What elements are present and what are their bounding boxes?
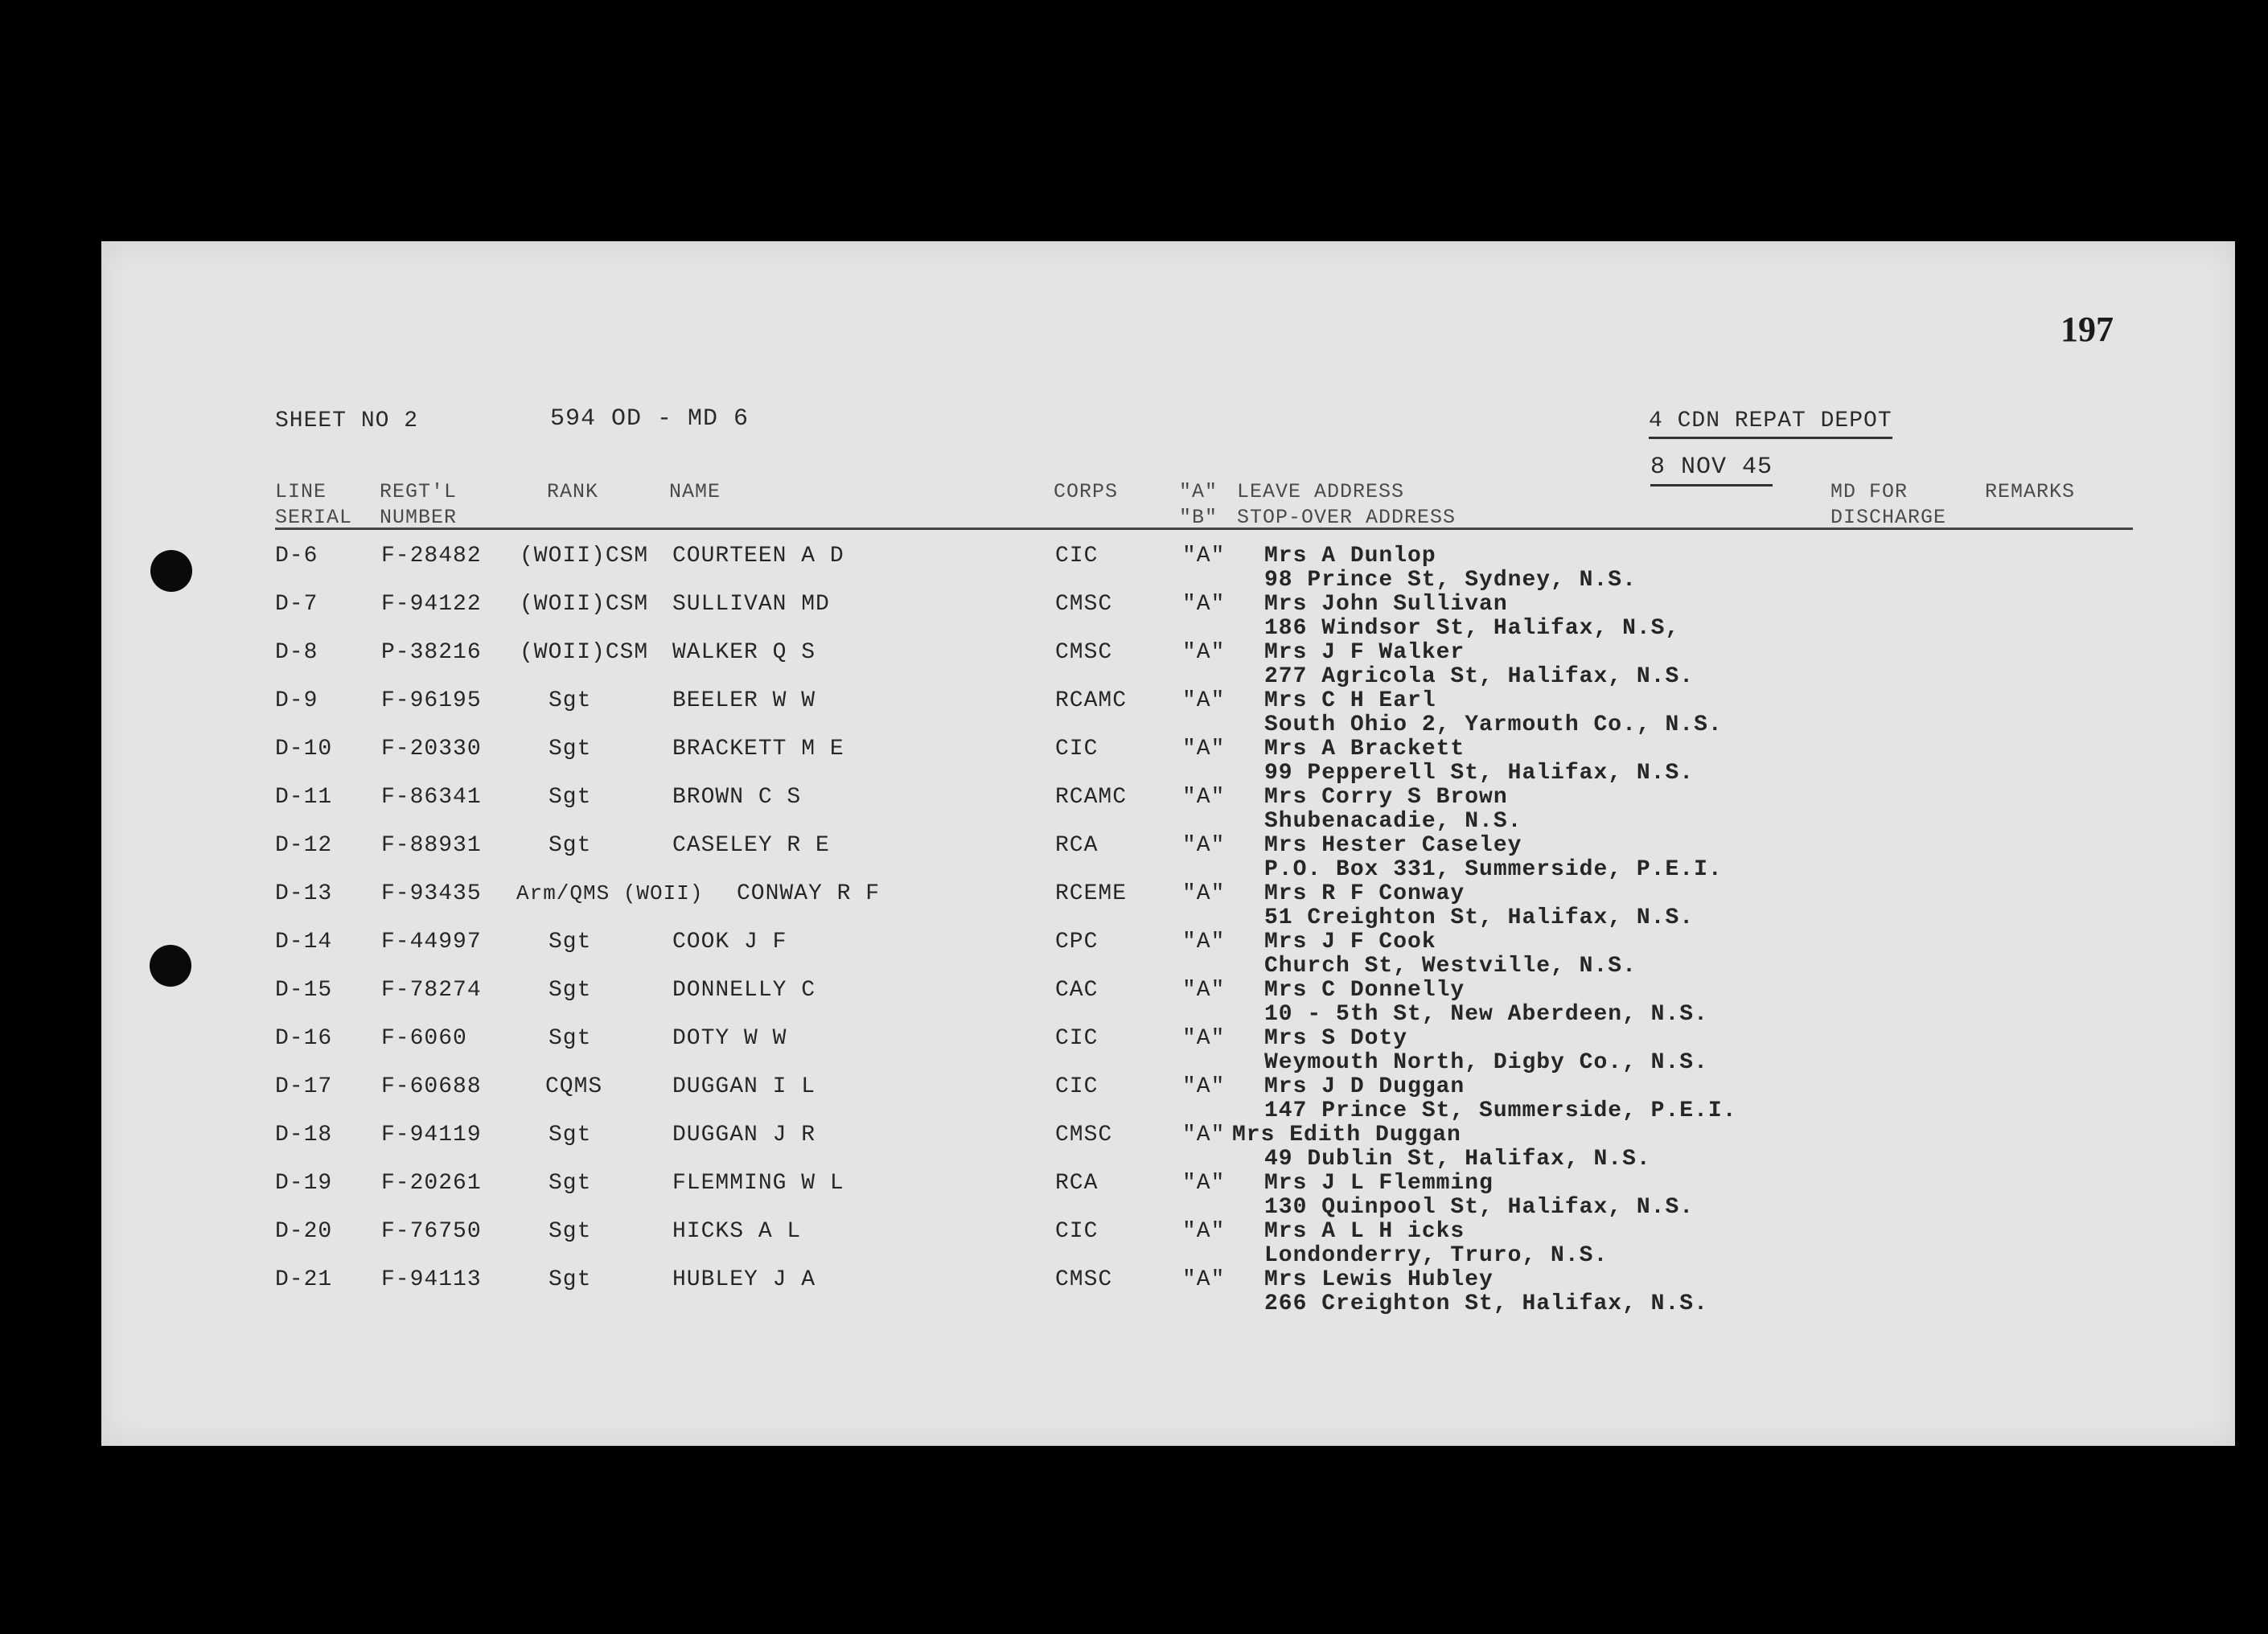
ab-flag: "A": [1182, 592, 1226, 617]
corps: CMSC: [1055, 1267, 1113, 1292]
name: BRACKETT M E: [672, 737, 844, 762]
line-serial: D-18: [275, 1123, 333, 1147]
ab-flag: "A": [1182, 1171, 1226, 1196]
ab-flag: "A": [1182, 785, 1226, 810]
line-serial: D-17: [275, 1074, 333, 1099]
ab-flag: "A": [1182, 930, 1226, 955]
col-line-serial: LINE SERIAL: [275, 480, 353, 529]
name: DUGGAN I L: [672, 1074, 816, 1099]
ab-flag: "A": [1182, 544, 1226, 569]
line-serial: D-20: [275, 1219, 333, 1244]
regimental-number: F-76750: [381, 1219, 482, 1244]
corps: CMSC: [1055, 1123, 1113, 1147]
rank: Sgt: [549, 978, 592, 1003]
line-serial: D-19: [275, 1171, 333, 1196]
ab-flag: "A": [1182, 1219, 1226, 1244]
rank: Sgt: [549, 688, 592, 713]
name: BEELER W W: [672, 688, 816, 713]
rank: Sgt: [549, 737, 592, 762]
leave-address-name: Mrs A L H icks: [1264, 1219, 1465, 1244]
corps: CIC: [1055, 1026, 1099, 1051]
regimental-number: F-94119: [381, 1123, 482, 1147]
leave-address-street: Church St, Westville, N.S.: [1264, 954, 1637, 979]
leave-address-street: 266 Creighton St, Halifax, N.S.: [1264, 1291, 1708, 1316]
leave-address-street: P.O. Box 331, Summerside, P.E.I.: [1264, 857, 1723, 882]
name: CONWAY R F: [737, 881, 881, 906]
corps: RCAMC: [1055, 785, 1128, 810]
regimental-number: F-94122: [381, 592, 482, 617]
leave-address-name: Mrs Lewis Hubley: [1264, 1267, 1494, 1292]
name: WALKER Q S: [672, 640, 816, 665]
leave-address-street: 98 Prince St, Sydney, N.S.: [1264, 568, 1637, 593]
name: DONNELLY C: [672, 978, 816, 1003]
name: COOK J F: [672, 930, 787, 955]
regimental-number: F-28482: [381, 544, 482, 569]
col-remarks: REMARKS: [1985, 480, 2076, 503]
corps: RCAMC: [1055, 688, 1128, 713]
leave-address-street: Shubenacadie, N.S.: [1264, 809, 1522, 834]
leave-address-name: Mrs J D Duggan: [1264, 1074, 1465, 1099]
col-corps: CORPS: [1054, 480, 1119, 503]
corps: CIC: [1055, 1219, 1099, 1244]
name: CASELEY R E: [672, 833, 830, 858]
ab-flag: "A": [1182, 1026, 1226, 1051]
regimental-number: F-20330: [381, 737, 482, 762]
leave-address-street: Londonderry, Truro, N.S.: [1264, 1243, 1609, 1268]
punch-hole: [150, 550, 192, 592]
document-date: 8 NOV 45: [1650, 454, 1773, 487]
page-number: 197: [2061, 310, 2114, 349]
leave-address-street: 147 Prince St, Summerside, P.E.I.: [1264, 1098, 1737, 1123]
ab-flag: "A": [1182, 737, 1226, 762]
leave-address-name: Mrs A Dunlop: [1264, 544, 1436, 569]
regimental-number: F-88931: [381, 833, 482, 858]
ab-flag: "A": [1182, 688, 1226, 713]
punch-hole: [150, 945, 191, 987]
rank: Sgt: [549, 1026, 592, 1051]
leave-address-name: Mrs John Sullivan: [1264, 592, 1508, 617]
name: DUGGAN J R: [672, 1123, 816, 1147]
line-serial: D-21: [275, 1267, 333, 1292]
rank: Arm/QMS (WOII): [516, 881, 704, 905]
rank: Sgt: [549, 930, 592, 955]
rank: (WOII)CSM: [520, 640, 649, 665]
regimental-number: F-86341: [381, 785, 482, 810]
rank: (WOII)CSM: [520, 544, 649, 569]
corps: RCEME: [1055, 881, 1128, 906]
corps: RCA: [1055, 833, 1099, 858]
rank: Sgt: [549, 785, 592, 810]
regimental-number: F-60688: [381, 1074, 482, 1099]
rank: Sgt: [549, 833, 592, 858]
leave-address-name: Mrs J F Walker: [1264, 640, 1465, 665]
document-sheet: [101, 241, 2235, 1446]
line-serial: D-14: [275, 930, 333, 955]
name: SULLIVAN MD: [672, 592, 830, 617]
leave-address-name: Mrs C H Earl: [1264, 688, 1436, 713]
unit-code: 594 OD - MD 6: [550, 405, 750, 433]
leave-address-name: Mrs J L Flemming: [1264, 1171, 1494, 1196]
ab-flag: "A": [1182, 881, 1226, 906]
line-serial: D-10: [275, 737, 333, 762]
name: FLEMMING W L: [672, 1171, 844, 1196]
col-ab: "A" "B": [1179, 480, 1218, 529]
ab-flag: "A": [1182, 640, 1226, 665]
name: HICKS A L: [672, 1219, 802, 1244]
name: COURTEEN A D: [672, 544, 844, 569]
col-md-discharge: MD FOR DISCHARGE: [1830, 480, 1947, 529]
leave-address-name: Mrs S Doty: [1264, 1026, 1408, 1051]
rank: Sgt: [549, 1123, 592, 1147]
corps: CIC: [1055, 1074, 1099, 1099]
regimental-number: F-6060: [381, 1026, 467, 1051]
line-serial: D-15: [275, 978, 333, 1003]
line-serial: D-16: [275, 1026, 333, 1051]
ab-flag: "A": [1182, 833, 1226, 858]
regimental-number: F-96195: [381, 688, 482, 713]
col-name: NAME: [669, 480, 721, 503]
line-serial: D-6: [275, 544, 318, 569]
regimental-number: F-78274: [381, 978, 482, 1003]
name: HUBLEY J A: [672, 1267, 816, 1292]
line-serial: D-9: [275, 688, 318, 713]
name: DOTY W W: [672, 1026, 787, 1051]
rank: (WOII)CSM: [520, 592, 649, 617]
leave-address-name: Mrs C Donnelly: [1264, 978, 1465, 1003]
name: BROWN C S: [672, 785, 802, 810]
leave-address-street: 10 - 5th St, New Aberdeen, N.S.: [1264, 1002, 1708, 1027]
leave-address-name: Mrs J F Cook: [1264, 930, 1436, 955]
ab-flag: "A": [1182, 1074, 1226, 1099]
regimental-number: F-20261: [381, 1171, 482, 1196]
line-serial: D-7: [275, 592, 318, 617]
rank: Sgt: [549, 1267, 592, 1292]
leave-address-street: Weymouth North, Digby Co., N.S.: [1264, 1050, 1708, 1075]
leave-address-street: 130 Quinpool St, Halifax, N.S.: [1264, 1195, 1695, 1220]
leave-address-street: 51 Creighton St, Halifax, N.S.: [1264, 905, 1695, 930]
col-rank: RANK: [547, 480, 599, 503]
ab-flag: "A": [1182, 978, 1226, 1003]
depot-name: 4 CDN REPAT DEPOT: [1649, 408, 1892, 439]
ab-flag: "A": [1182, 1123, 1226, 1147]
sheet-number: SHEET NO 2: [275, 408, 419, 433]
rank: Sgt: [549, 1171, 592, 1196]
line-serial: D-8: [275, 640, 318, 665]
corps: CIC: [1055, 737, 1099, 762]
regimental-number: F-44997: [381, 930, 482, 955]
leave-address-name: Mrs Hester Caseley: [1264, 833, 1522, 858]
leave-address-street: 99 Pepperell St, Halifax, N.S.: [1264, 761, 1695, 786]
corps: CIC: [1055, 544, 1099, 569]
line-serial: D-11: [275, 785, 333, 810]
leave-address-street: 277 Agricola St, Halifax, N.S.: [1264, 664, 1695, 689]
corps: CMSC: [1055, 640, 1113, 665]
ab-flag: "A": [1182, 1267, 1226, 1292]
regimental-number: F-94113: [381, 1267, 482, 1292]
leave-address-street: South Ohio 2, Yarmouth Co., N.S.: [1264, 712, 1723, 737]
corps: CAC: [1055, 978, 1099, 1003]
col-regtl-number: REGT'L NUMBER: [380, 480, 458, 529]
line-serial: D-13: [275, 881, 333, 906]
line-serial: D-12: [275, 833, 333, 858]
col-address: LEAVE ADDRESS STOP-OVER ADDRESS: [1237, 480, 1457, 529]
rank: CQMS: [545, 1074, 603, 1099]
leave-address-street: 49 Dublin St, Halifax, N.S.: [1264, 1147, 1651, 1172]
leave-address-name: Mrs A Brackett: [1264, 737, 1465, 762]
corps: CPC: [1055, 930, 1099, 955]
rank: Sgt: [549, 1219, 592, 1244]
regimental-number: F-93435: [381, 881, 482, 906]
leave-address-name: Mrs Corry S Brown: [1264, 785, 1508, 810]
corps: CMSC: [1055, 592, 1113, 617]
leave-address-name: Mrs R F Conway: [1264, 881, 1465, 906]
corps: RCA: [1055, 1171, 1099, 1196]
leave-address-street: 186 Windsor St, Halifax, N.S,: [1264, 616, 1680, 641]
header-rule: [275, 528, 2133, 530]
regimental-number: P-38216: [381, 640, 482, 665]
leave-address-name: Mrs Edith Duggan: [1232, 1123, 1461, 1147]
